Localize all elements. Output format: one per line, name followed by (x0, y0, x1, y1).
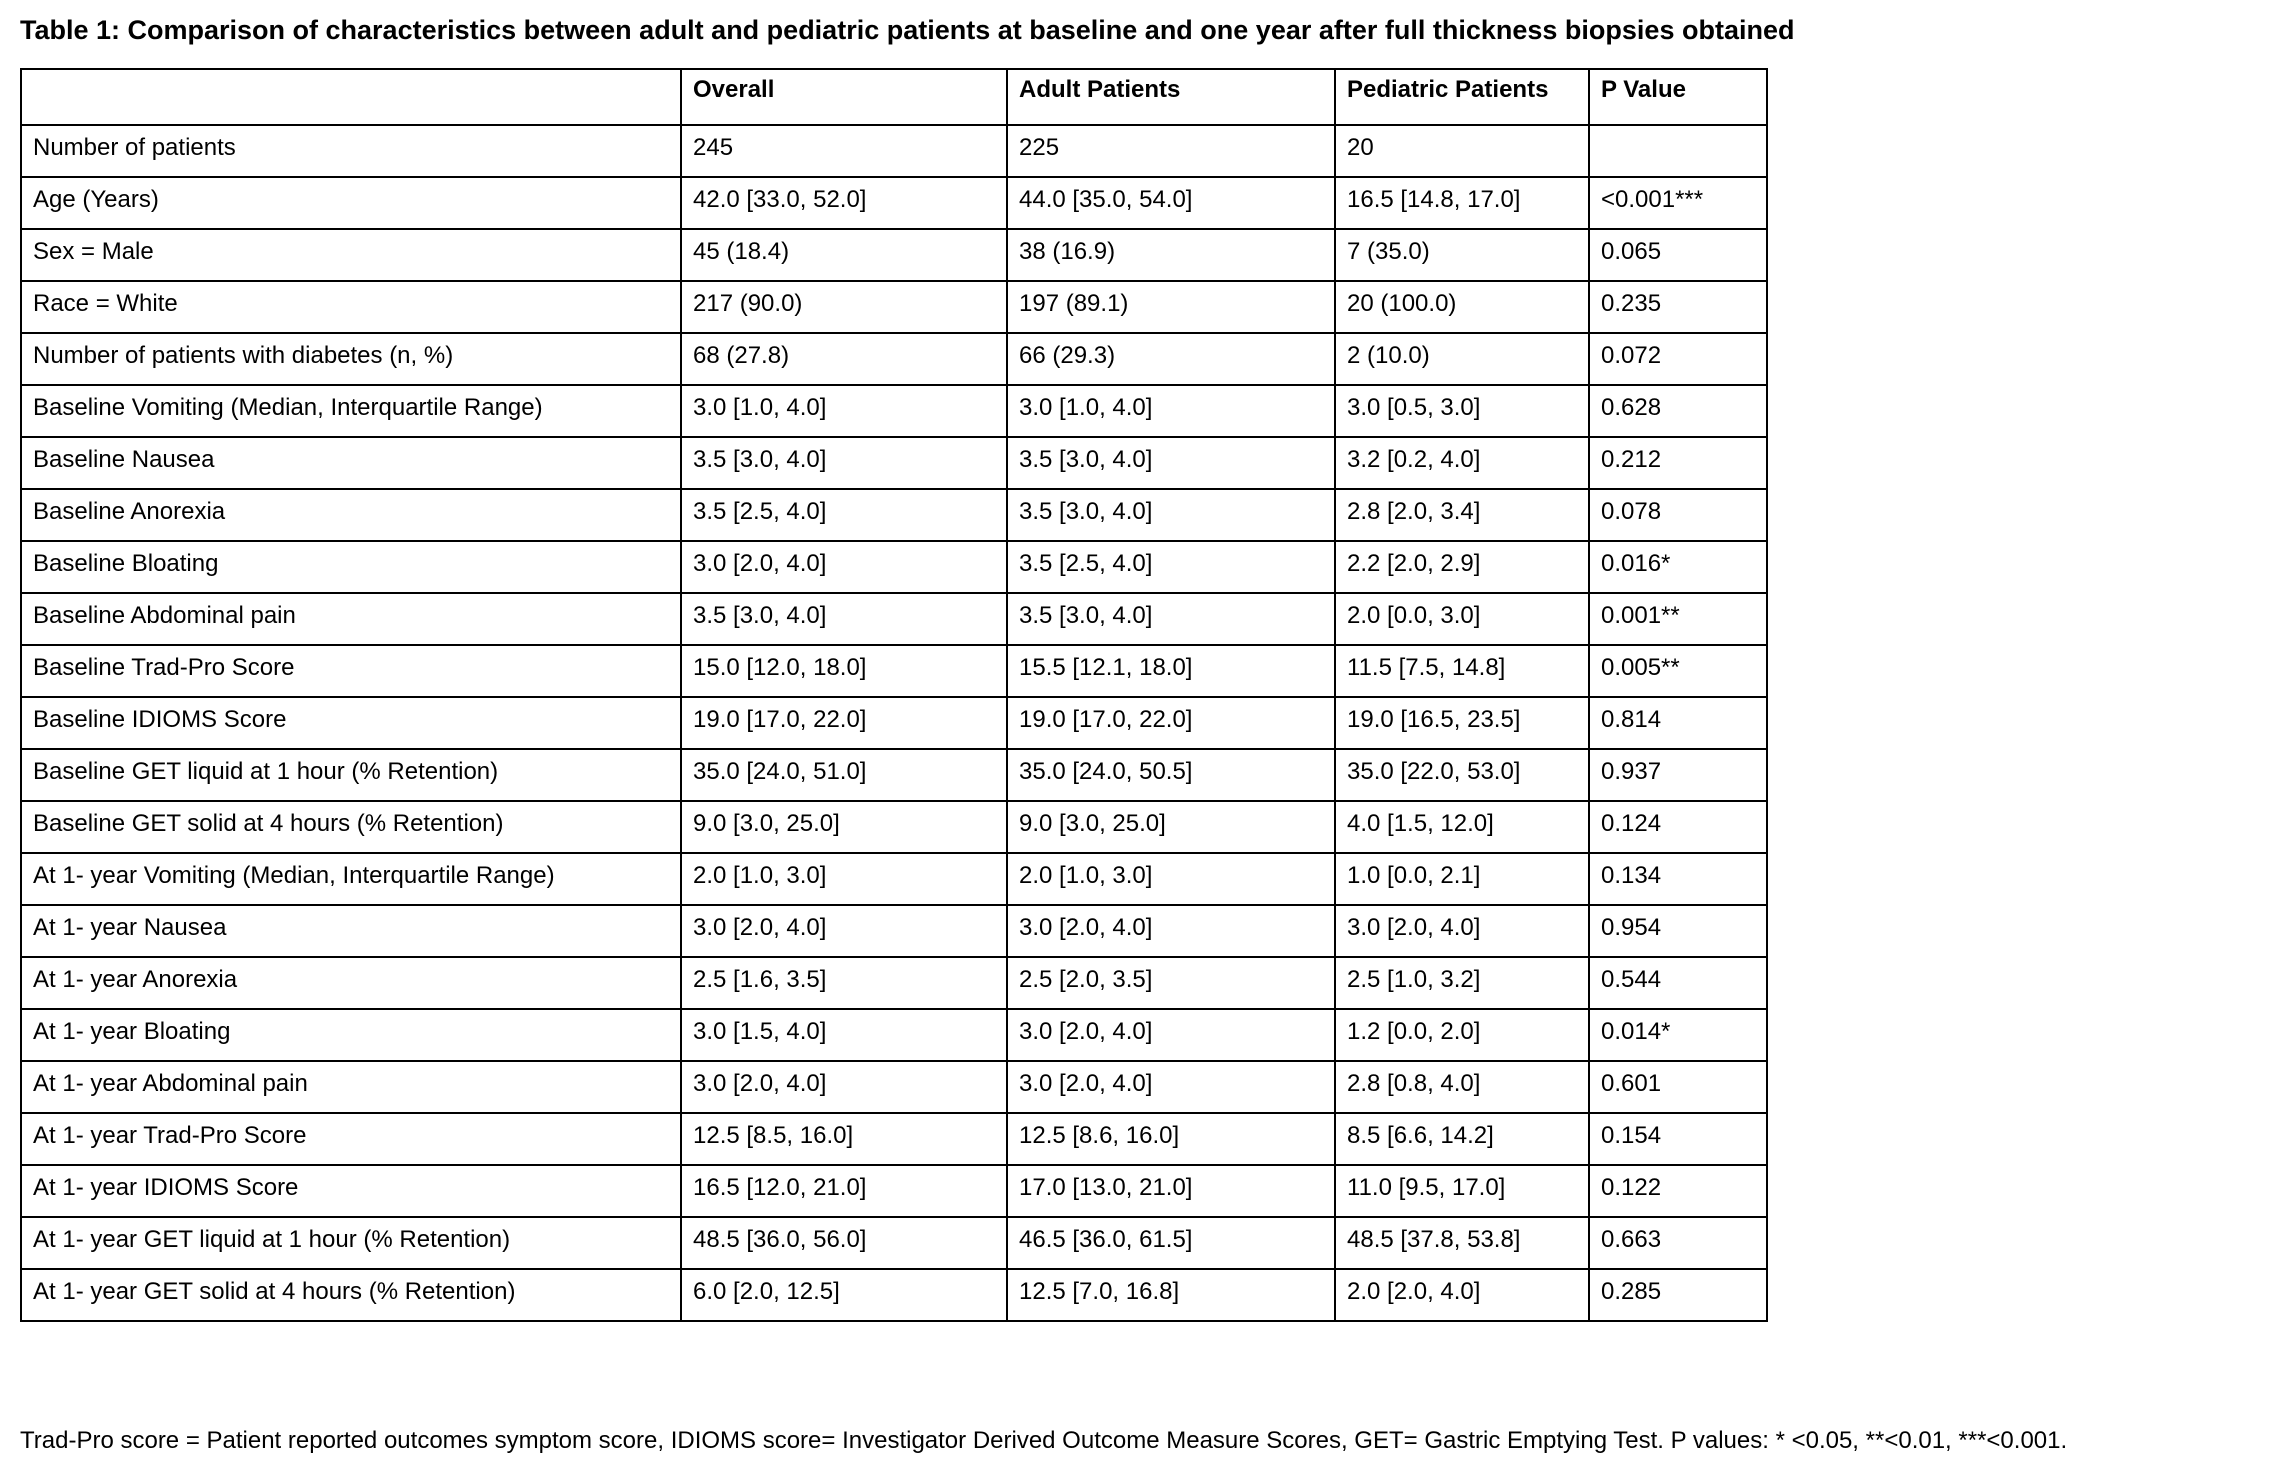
row-label-cell: Baseline GET liquid at 1 hour (% Retention) (21, 749, 681, 801)
overall-cell: 2.0 [1.0, 3.0] (681, 853, 1007, 905)
pediatric-cell: 48.5 [37.8, 53.8] (1335, 1217, 1589, 1269)
header-cell-blank (21, 69, 681, 125)
overall-cell: 6.0 [2.0, 12.5] (681, 1269, 1007, 1321)
overall-cell: 3.5 [3.0, 4.0] (681, 437, 1007, 489)
overall-cell: 3.0 [2.0, 4.0] (681, 541, 1007, 593)
p-value-cell: 0.078 (1589, 489, 1767, 541)
overall-cell: 19.0 [17.0, 22.0] (681, 697, 1007, 749)
adult-cell: 46.5 [36.0, 61.5] (1007, 1217, 1335, 1269)
row-label-cell: At 1- year Anorexia (21, 957, 681, 1009)
adult-cell: 3.5 [3.0, 4.0] (1007, 489, 1335, 541)
table-row (21, 1009, 1767, 1061)
adult-cell: 2.5 [2.0, 3.5] (1007, 957, 1335, 1009)
pediatric-cell: 35.0 [22.0, 53.0] (1335, 749, 1589, 801)
header-cell-p-value: P Value (1589, 69, 1767, 125)
adult-cell: 3.0 [2.0, 4.0] (1007, 1061, 1335, 1113)
adult-cell: 15.5 [12.1, 18.0] (1007, 645, 1335, 697)
p-value-cell: 0.663 (1589, 1217, 1767, 1269)
adult-cell: 66 (29.3) (1007, 333, 1335, 385)
characteristics-table (20, 68, 1768, 1322)
overall-cell: 42.0 [33.0, 52.0] (681, 177, 1007, 229)
row-label-cell: At 1- year Abdominal pain (21, 1061, 681, 1113)
table-footnote: Trad-Pro score = Patient reported outcomes symptom score, IDIOMS score= Investigator Derived Outcome Measure Scores, GET= Gastric Emptying Test. P values: * <0.05, **<0.01, ***<0.001. (20, 1427, 2068, 1454)
adult-cell: 225 (1007, 125, 1335, 177)
overall-cell: 12.5 [8.5, 16.0] (681, 1113, 1007, 1165)
p-value-cell: 0.072 (1589, 333, 1767, 385)
table-row (21, 593, 1767, 645)
table-row (21, 281, 1767, 333)
p-value-cell: 0.544 (1589, 957, 1767, 1009)
row-label-cell: At 1- year Bloating (21, 1009, 681, 1061)
row-label-cell: Baseline GET solid at 4 hours (% Retention) (21, 801, 681, 853)
row-label-cell: Baseline Vomiting (Median, Interquartile Range) (21, 385, 681, 437)
overall-cell: 35.0 [24.0, 51.0] (681, 749, 1007, 801)
overall-cell: 3.5 [3.0, 4.0] (681, 593, 1007, 645)
table-row (21, 801, 1767, 853)
overall-cell: 245 (681, 125, 1007, 177)
adult-cell: 3.5 [3.0, 4.0] (1007, 437, 1335, 489)
table-row (21, 853, 1767, 905)
pediatric-cell: 1.2 [0.0, 2.0] (1335, 1009, 1589, 1061)
p-value-cell: 0.014* (1589, 1009, 1767, 1061)
pediatric-cell: 3.2 [0.2, 4.0] (1335, 437, 1589, 489)
pediatric-cell: 20 (100.0) (1335, 281, 1589, 333)
p-value-cell: 0.235 (1589, 281, 1767, 333)
p-value-cell: 0.016* (1589, 541, 1767, 593)
pediatric-cell: 1.0 [0.0, 2.1] (1335, 853, 1589, 905)
table-row (21, 229, 1767, 281)
row-label-cell: At 1- year Trad-Pro Score (21, 1113, 681, 1165)
row-label-cell: Baseline Trad-Pro Score (21, 645, 681, 697)
p-value-cell: 0.601 (1589, 1061, 1767, 1113)
adult-cell: 3.0 [2.0, 4.0] (1007, 1009, 1335, 1061)
pediatric-cell: 2.8 [0.8, 4.0] (1335, 1061, 1589, 1113)
pediatric-cell: 3.0 [0.5, 3.0] (1335, 385, 1589, 437)
p-value-cell: 0.212 (1589, 437, 1767, 489)
adult-cell: 38 (16.9) (1007, 229, 1335, 281)
table-row (21, 1113, 1767, 1165)
table-header-row (21, 69, 1767, 125)
pediatric-cell: 2.0 [0.0, 3.0] (1335, 593, 1589, 645)
p-value-cell: 0.122 (1589, 1165, 1767, 1217)
row-label-cell: Baseline Abdominal pain (21, 593, 681, 645)
table-row (21, 905, 1767, 957)
overall-cell: 15.0 [12.0, 18.0] (681, 645, 1007, 697)
table-row (21, 437, 1767, 489)
row-label-cell: Baseline IDIOMS Score (21, 697, 681, 749)
table-row (21, 749, 1767, 801)
table-row (21, 645, 1767, 697)
adult-cell: 44.0 [35.0, 54.0] (1007, 177, 1335, 229)
header-cell-adult: Adult Patients (1007, 69, 1335, 125)
table-row (21, 541, 1767, 593)
row-label-cell: At 1- year IDIOMS Score (21, 1165, 681, 1217)
table-row (21, 957, 1767, 1009)
row-label-cell: Race = White (21, 281, 681, 333)
overall-cell: 3.0 [1.0, 4.0] (681, 385, 1007, 437)
p-value-cell: 0.628 (1589, 385, 1767, 437)
adult-cell: 12.5 [7.0, 16.8] (1007, 1269, 1335, 1321)
p-value-cell: 0.065 (1589, 229, 1767, 281)
p-value-cell: 0.285 (1589, 1269, 1767, 1321)
table-row (21, 1165, 1767, 1217)
pediatric-cell: 19.0 [16.5, 23.5] (1335, 697, 1589, 749)
overall-cell: 68 (27.8) (681, 333, 1007, 385)
pediatric-cell: 3.0 [2.0, 4.0] (1335, 905, 1589, 957)
table-row (21, 1217, 1767, 1269)
overall-cell: 3.0 [2.0, 4.0] (681, 1061, 1007, 1113)
adult-cell: 12.5 [8.6, 16.0] (1007, 1113, 1335, 1165)
adult-cell: 3.5 [3.0, 4.0] (1007, 593, 1335, 645)
pediatric-cell: 4.0 [1.5, 12.0] (1335, 801, 1589, 853)
pediatric-cell: 11.0 [9.5, 17.0] (1335, 1165, 1589, 1217)
overall-cell: 2.5 [1.6, 3.5] (681, 957, 1007, 1009)
adult-cell: 2.0 [1.0, 3.0] (1007, 853, 1335, 905)
overall-cell: 3.0 [1.5, 4.0] (681, 1009, 1007, 1061)
pediatric-cell: 11.5 [7.5, 14.8] (1335, 645, 1589, 697)
adult-cell: 9.0 [3.0, 25.0] (1007, 801, 1335, 853)
adult-cell: 3.5 [2.5, 4.0] (1007, 541, 1335, 593)
p-value-cell: 0.814 (1589, 697, 1767, 749)
pediatric-cell: 2 (10.0) (1335, 333, 1589, 385)
adult-cell: 197 (89.1) (1007, 281, 1335, 333)
table-row (21, 1061, 1767, 1113)
table-row (21, 385, 1767, 437)
table-row (21, 177, 1767, 229)
table-row (21, 1269, 1767, 1321)
overall-cell: 45 (18.4) (681, 229, 1007, 281)
adult-cell: 3.0 [1.0, 4.0] (1007, 385, 1335, 437)
table-caption: Table 1: Comparison of characteristics between adult and pediatric patients at baseline and one year after full thickness biopsies obtained (20, 15, 1795, 45)
overall-cell: 48.5 [36.0, 56.0] (681, 1217, 1007, 1269)
overall-cell: 9.0 [3.0, 25.0] (681, 801, 1007, 853)
overall-cell: 3.5 [2.5, 4.0] (681, 489, 1007, 541)
p-value-cell: 0.001** (1589, 593, 1767, 645)
p-value-cell: 0.154 (1589, 1113, 1767, 1165)
table-row (21, 697, 1767, 749)
table-row (21, 489, 1767, 541)
pediatric-cell: 16.5 [14.8, 17.0] (1335, 177, 1589, 229)
row-label-cell: Sex = Male (21, 229, 681, 281)
row-label-cell: Age (Years) (21, 177, 681, 229)
pediatric-cell: 2.5 [1.0, 3.2] (1335, 957, 1589, 1009)
row-label-cell: Number of patients (21, 125, 681, 177)
adult-cell: 35.0 [24.0, 50.5] (1007, 749, 1335, 801)
header-cell-pediatric: Pediatric Patients (1335, 69, 1589, 125)
p-value-cell: 0.954 (1589, 905, 1767, 957)
p-value-cell: 0.134 (1589, 853, 1767, 905)
row-label-cell: Baseline Bloating (21, 541, 681, 593)
p-value-cell (1589, 125, 1767, 177)
row-label-cell: At 1- year GET solid at 4 hours (% Retention) (21, 1269, 681, 1321)
row-label-cell: Baseline Anorexia (21, 489, 681, 541)
pediatric-cell: 2.8 [2.0, 3.4] (1335, 489, 1589, 541)
adult-cell: 17.0 [13.0, 21.0] (1007, 1165, 1335, 1217)
overall-cell: 217 (90.0) (681, 281, 1007, 333)
overall-cell: 3.0 [2.0, 4.0] (681, 905, 1007, 957)
pediatric-cell: 8.5 [6.6, 14.2] (1335, 1113, 1589, 1165)
overall-cell: 16.5 [12.0, 21.0] (681, 1165, 1007, 1217)
row-label-cell: Baseline Nausea (21, 437, 681, 489)
p-value-cell: 0.005** (1589, 645, 1767, 697)
row-label-cell: At 1- year Vomiting (Median, Interquartile Range) (21, 853, 681, 905)
pediatric-cell: 2.2 [2.0, 2.9] (1335, 541, 1589, 593)
pediatric-cell: 20 (1335, 125, 1589, 177)
adult-cell: 19.0 [17.0, 22.0] (1007, 697, 1335, 749)
row-label-cell: Number of patients with diabetes (n, %) (21, 333, 681, 385)
header-cell-overall: Overall (681, 69, 1007, 125)
pediatric-cell: 2.0 [2.0, 4.0] (1335, 1269, 1589, 1321)
p-value-cell: 0.124 (1589, 801, 1767, 853)
row-label-cell: At 1- year GET liquid at 1 hour (% Retention) (21, 1217, 681, 1269)
pediatric-cell: 7 (35.0) (1335, 229, 1589, 281)
adult-cell: 3.0 [2.0, 4.0] (1007, 905, 1335, 957)
row-label-cell: At 1- year Nausea (21, 905, 681, 957)
p-value-cell: 0.937 (1589, 749, 1767, 801)
p-value-cell: <0.001*** (1589, 177, 1767, 229)
table-row (21, 333, 1767, 385)
table-row (21, 125, 1767, 177)
